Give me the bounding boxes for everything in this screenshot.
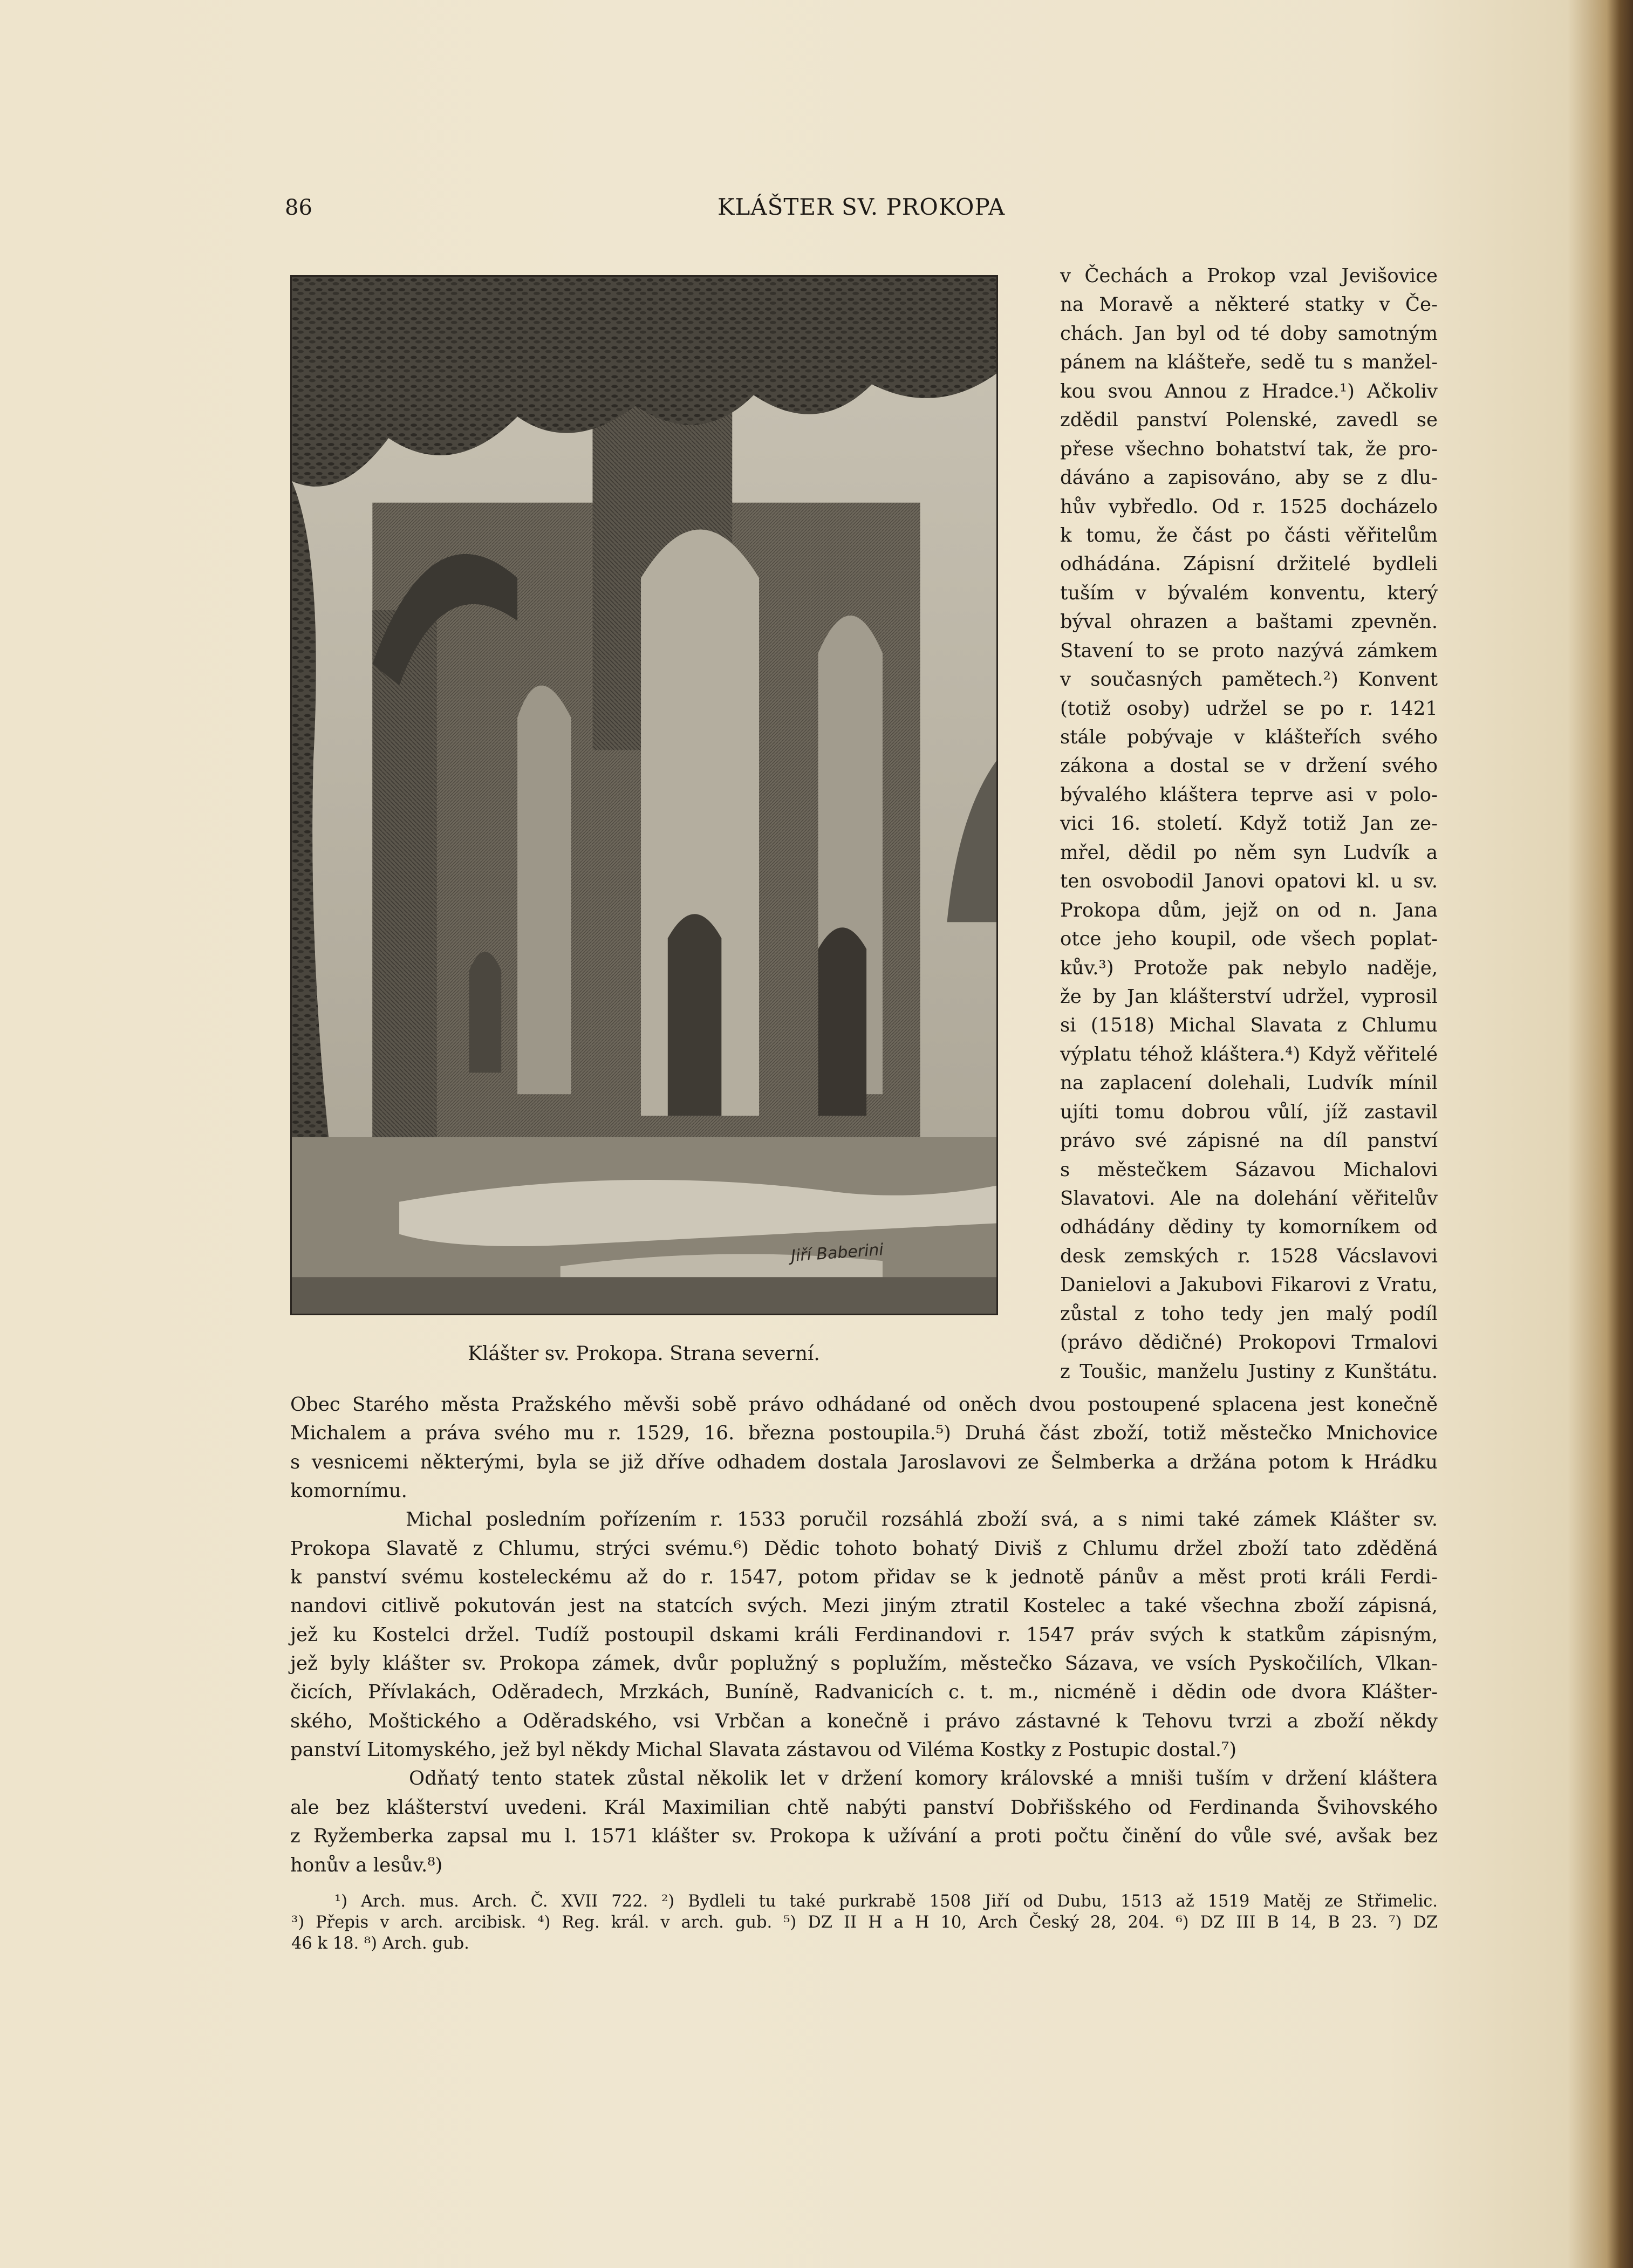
text-line: zákona a dostal se v držení svého [1060,755,1438,777]
ruin-drawing [292,277,996,1314]
text-line: zůstal z toho tedy jen malý podíl [1060,1302,1438,1325]
text-line: že by Jan klášterství udržel, vyprosil [1060,985,1438,1008]
text-line: odhádána. Zápisní držitelé bydleli [1060,553,1438,576]
text-line: v Čechách a Prokop vzal Jevišovice [1060,265,1438,287]
text-line: zdědil panství Polenské, zavedl se [1060,409,1438,432]
text-line: (právo dědičné) Prokopovi Trmalovi [1060,1331,1438,1354]
text-line: právo své zápisné na díl panství [1060,1130,1438,1152]
text-line: ujíti tomu dobrou vůlí, jíž zastavil [1060,1101,1438,1123]
text-line: odhádány dědiny ty komorníkem od [1060,1216,1438,1239]
text-line: honův a lesův.⁸) [290,1854,443,1876]
text-line: pánem na klášteře, sedě tu s manžel- [1060,351,1438,374]
side-column-text [1060,262,1438,1386]
text-line: ten osvobodil Janovi opatovi kl. u sv. [1060,870,1438,893]
text-line: stále pobývaje v klášteřích svého [1060,726,1438,748]
footnote-line: ¹) Arch. mus. Arch. Č. XVII 722. ²) Bydleli tu také purkrabě 1508 Jiří od Dubu, 1513 až 1519 Matěj ze Střimelic. [334,1892,1438,1911]
text-line: k tomu, že část po části věřitelům [1060,524,1438,546]
text-line: jež byly klášter sv. Prokopa zámek, dvůr poplužný s poplužím, městečko Sázava, ve vsích Pyskočilích, Vlkan- [290,1652,1438,1675]
text-line: na Moravě a některé statky v Če- [1060,293,1438,316]
text-line: na zaplacení dolehali, Ludvík mínil [1060,1072,1438,1095]
footnote-line: ³) Přepis v arch. arcibisk. ⁴) Reg. král. v arch. gub. ⁵) DZ II H a H 10, Arch Český 28, 204. ⁶) DZ III B 14, B 23. ⁷) DZ [291,1913,1438,1932]
text-line: výplatu téhož kláštera.⁴) Když věřitelé [1060,1043,1438,1065]
text-line: (totiž osoby) udržel se po r. 1421 [1060,697,1438,720]
body-text [290,1390,1438,1880]
text-line: Slavatovi. Ale na dolehání věřitelův [1060,1187,1438,1210]
text-line: v současných pamětech.²) Konvent [1060,668,1438,691]
text-line: přese všechno bohatství tak, že pro- [1060,438,1438,460]
text-line: s vesnicemi některými, byla se již dříve odhadem dostala Jaroslavovi ze Šelmberka a držána potom k Hrádku [290,1451,1438,1473]
text-line: kou svou Annou z Hradce.¹) Ačkoliv [1060,380,1438,402]
text-line: vici 16. století. Když totiž Jan ze- [1060,812,1438,835]
text-line: kův.³) Protože pak nebylo naděje, [1060,957,1438,979]
text-line: ského, Moštického a Oděradského, vsi Vrbčan a konečně i právo zástavné k Tehovu tvrzi a zboží někdy [290,1710,1438,1732]
text-line: mřel, dědil po něm syn Ludvík a [1060,841,1438,864]
text-line: Prokopa Slavatě z Chlumu, strýci svému.⁶) Dědic tohoto bohatý Diviš z Chlumu držel zboží tato zděděná [290,1537,1438,1560]
text-line: si (1518) Michal Slavata z Chlumu [1060,1014,1438,1037]
text-line: Obec Starého města Pražského měvši sobě právo odhádané od oněch dvou postoupené splacena jest konečně [290,1393,1438,1416]
text-line: chách. Jan byl od té doby samotným [1060,322,1438,345]
text-line: hův vybředlo. Od r. 1525 docházelo [1060,495,1438,518]
illustration-signature: Jiří Baberini [790,1240,884,1266]
text-line: z Toušic, manželu Justiny z Kunštátu. [1060,1360,1438,1383]
paragraph-start-line: Odňatý tento statek zůstal několik let v držení komory královské a mniši tuším v držení kláštera [409,1767,1438,1790]
illustration-caption: Klášter sv. Prokopa. Strana severní. [468,1343,820,1365]
text-line: dáváno a zapisováno, aby se z dlu- [1060,467,1438,489]
text-line: k panství svému kosteleckému až do r. 1547, potom přidav se k jednotě pánův a měst proti králi Ferdi- [290,1566,1438,1589]
text-line: tuším v bývalém konventu, který [1060,582,1438,604]
paragraph-start-line: Michal posledním pořízením r. 1533 poručil rozsáhlá zboží svá, a s nimi také zámek Klášter sv. [406,1508,1438,1531]
text-line: komornímu. [290,1480,407,1502]
text-line: otce jeho koupil, ode všech poplat- [1060,928,1438,951]
text-line: Prokopa dům, jejž on od n. Jana [1060,899,1438,921]
text-line: ale bez klášterství uvedeni. Král Maximilian chtě nabýti panství Dobřišského od Ferdinanda Švihovského [290,1796,1438,1819]
text-line: čicích, Přívlakách, Oděradech, Mrzkách, Buníně, Radvanicích c. t. m., nicméně i dědin ode dvora Klášter- [290,1681,1438,1704]
text-line: býval ohrazen a baštami zpevněn. [1060,611,1438,633]
running-title: KLÁŠTER SV. PROKOPA [718,194,1006,220]
text-line: Michalem a práva svého mu r. 1529, 16. března postoupila.⁵) Druhá část zboží, totiž městečko Mnichovice [290,1422,1438,1445]
text-line: panství Litomyského, jež byl někdy Michal Slavata zástavou od Viléma Kostky z Postupic dostal.⁷) [290,1739,1237,1761]
illustration-monastery-ruins [290,275,998,1315]
page-number: 86 [285,195,312,220]
text-line: Stavení to se proto nazývá zámkem [1060,639,1438,662]
footnote-line: 46 k 18. ⁸) Arch. gub. [291,1934,469,1953]
text-line: z Ryžemberka zapsal mu l. 1571 klášter sv. Prokopa k užívání a proti počtu činění do vůle své, avšak bez [290,1825,1438,1848]
text-line: desk zemských r. 1528 Vácslavovi [1060,1245,1438,1267]
text-line: Danielovi a Jakubovi Fikarovi z Vratu, [1060,1274,1438,1296]
text-line: s městečkem Sázavou Michalovi [1060,1158,1438,1181]
text-line: jež ku Kostelci držel. Tudíž postoupil dskami králi Ferdinandovi r. 1547 práv svých k statkům zápisným, [290,1623,1438,1646]
text-line: nandovi citlivě pokutován jest na statcích svých. Mezi jiným ztratil Kostelec a také všechna zboží zápisná, [290,1595,1438,1617]
text-line: bývalého kláštera teprve asi v polo- [1060,783,1438,806]
footnotes [291,1891,1438,1954]
